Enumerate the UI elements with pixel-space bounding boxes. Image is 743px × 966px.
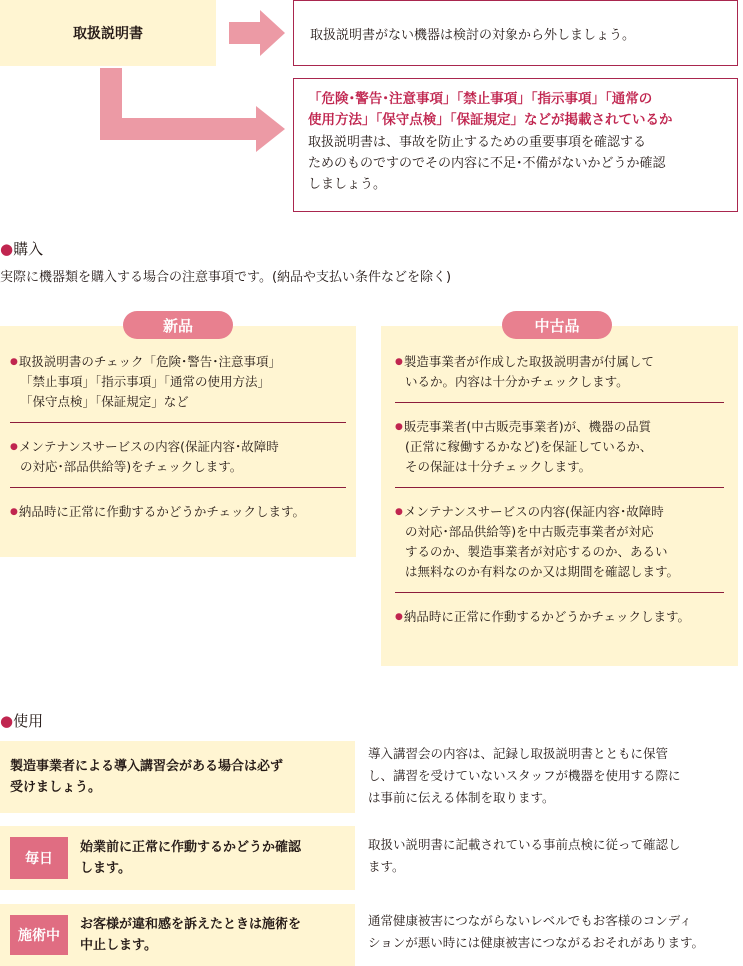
usage-row-2-text: 始業前に正常に作動するかどうか確認 します。 (80, 840, 302, 876)
used-item-2: ●販売事業者(中古販売事業者)が、機器の品質 (正常に稼働するかなど)を保証しているか、 その保証は十分チェックします。 (395, 419, 653, 474)
dot-bullet-icon: ● (395, 612, 403, 622)
check-body-line3: しましょう。 (308, 177, 387, 192)
manual-label-text: 取扱説明書 (73, 26, 143, 42)
no-manual-note-box (293, 0, 738, 66)
usage-row-2-note: 取扱い説明書に記載されている事前点検に従って確認し ます。 (368, 837, 681, 874)
check-body-line2: ためのものですのでその内容に不足･不備がないかどうか確認 (308, 156, 666, 171)
usage-heading: ●使用 (0, 712, 44, 730)
no-manual-note: 取扱説明書がない機器は検討の対象から外しましょう。 (310, 27, 636, 43)
dot-bullet-icon: ● (395, 357, 403, 367)
divider (395, 592, 724, 593)
used-item-4: ●納品時に正常に作動するかどうかチェックします。 (395, 609, 690, 624)
dot-bullet-icon: ● (10, 357, 18, 367)
usage-row-1-note: 導入講習会の内容は、記録し取扱説明書とともに保管 し、講習を受けていないスタッフが機器を使用する際に は事前に伝える体制を取ります。 (368, 746, 681, 805)
dot-bullet-icon: ● (10, 507, 18, 517)
purchase-intro: 実際に機器類を購入する場合の注意事項です。(納品や支払い条件などを除く) (0, 270, 452, 285)
new-label-pill: 新品 (123, 311, 233, 339)
dot-bullet-icon: ● (395, 422, 403, 432)
purchase-heading: ●購入 (0, 240, 44, 258)
check-title-line2: 使用方法」「保守点検」「保証規定」などが掲載されているか (308, 112, 673, 128)
usage-row-3-note: 通常健康被害につながらないレベルでもお客様のコンディ ションが悪い時には健康被害につながるおそれがあります。 (368, 913, 705, 950)
divider (395, 402, 724, 403)
heading-dot-icon: ● (0, 712, 14, 730)
new-item-1: ●取扱説明書のチェック「危険･警告･注意事項」 「禁止事項」「指示事項」「通常の使用方法」 「保守点検」「保証規定」など (10, 354, 281, 409)
divider (10, 487, 346, 488)
divider (10, 422, 346, 423)
daily-tag: 毎日 (10, 837, 68, 879)
dot-bullet-icon: ● (10, 442, 18, 452)
used-item-1: ●製造事業者が作成した取扱説明書が付属して いるか。内容は十分かチェックします。 (395, 354, 654, 389)
dot-bullet-icon: ● (395, 507, 403, 517)
usage-row-1-text: 製造事業者による導入講習会がある場合は必ず 受けましょう。 (10, 759, 284, 795)
used-label-pill: 中古品 (502, 311, 612, 339)
new-column (0, 326, 356, 557)
heading-dot-icon: ● (0, 240, 14, 258)
usage-row-3-box (0, 904, 355, 966)
manual-check-box (293, 78, 738, 212)
treatment-tag: 施術中 (10, 915, 68, 955)
used-column (381, 326, 738, 666)
check-body (308, 132, 723, 195)
usage-row-1-box (0, 741, 355, 813)
check-title-line1: 「危険･警告･注意事項」「禁止事項」「指示事項」「通常の (308, 91, 653, 107)
new-item-3: ●納品時に正常に作動するかどうかチェックします。 (10, 504, 305, 519)
usage-row-3-text: お客様が違和感を訴えたときは施術を 中止します。 (80, 917, 302, 953)
new-item-2: ●メンテナンスサービスの内容(保証内容･故障時 の対応･部品供給等)をチェックします。 (10, 439, 279, 474)
used-item-3: ●メンテナンスサービスの内容(保証内容･故障時 の対応･部品供給等)を中古販売事業者が対応 するのか、製造事業者が対応するのか、あるい は無料なのか有料なのか又は期間を確認します。 (395, 504, 680, 579)
usage-row-2-box (0, 826, 355, 890)
check-body-line1: 取扱説明書は、事故を防止するための重要事項を確認する (308, 135, 647, 150)
right-arrow-icon (229, 10, 285, 56)
divider (395, 487, 724, 488)
bent-arrow-icon (100, 68, 285, 152)
